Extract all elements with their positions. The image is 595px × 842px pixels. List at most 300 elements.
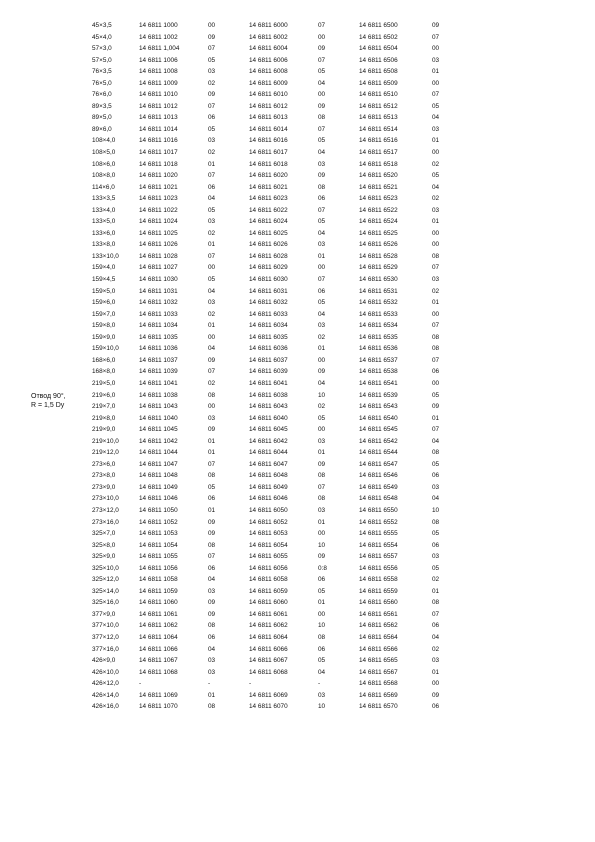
cell-code-2: 14 6811 6053: [249, 530, 288, 538]
cell-code-1: 14 6811 1014: [139, 125, 178, 133]
cell-size: 325×8,0: [92, 541, 116, 549]
cell-check-1: 04: [208, 345, 216, 353]
cell-code-1: 14 6811 1016: [139, 137, 178, 145]
cell-code-2: 14 6811 6062: [249, 622, 288, 630]
cell-code-1: 14 6811 1046: [139, 495, 178, 503]
cell-size: 133×8,0: [92, 241, 116, 249]
cell-code-2: 14 6811 6026: [249, 241, 288, 249]
cell-code-1: 14 6811 1024: [139, 218, 178, 226]
cell-code-3: 14 6811 6530: [359, 276, 398, 284]
cell-code-3: 14 6811 6543: [359, 403, 398, 411]
cell-code-2: 14 6811 6042: [249, 437, 288, 445]
cell-check-1: 02: [208, 79, 216, 87]
cell-check-1: 03: [208, 668, 216, 676]
table-row: [0, 135, 595, 147]
cell-check-1: 09: [208, 33, 216, 41]
cell-check-1: 01: [208, 449, 216, 457]
cell-code-3: 14 6811 6557: [359, 553, 398, 561]
cell-code-3: 14 6811 6532: [359, 299, 398, 307]
table-row: [0, 112, 595, 124]
cell-check-2: 05: [318, 299, 326, 307]
cell-size: 219×5,0: [92, 379, 116, 387]
cell-check-1: 07: [208, 172, 216, 180]
cell-code-3: 14 6811 6552: [359, 518, 398, 526]
cell-check-3: 08: [432, 518, 440, 526]
cell-check-1: 04: [208, 195, 216, 203]
cell-check-3: 07: [432, 264, 440, 272]
table-row: [0, 170, 595, 182]
cell-code-1: 14 6811 1037: [139, 356, 178, 364]
cell-code-3: 14 6811 6526: [359, 241, 398, 249]
cell-code-3: 14 6811 6545: [359, 426, 398, 434]
cell-check-1: 07: [208, 45, 216, 53]
cell-size: 219×7,0: [92, 403, 116, 411]
table-row: [0, 632, 595, 644]
cell-code-3: 14 6811 6550: [359, 506, 398, 514]
cell-check-3: 04: [432, 437, 440, 445]
cell-check-2: 10: [318, 391, 326, 399]
table-row: [0, 274, 595, 286]
cell-code-3: 14 6811 6506: [359, 56, 398, 64]
cell-check-2: 00: [318, 356, 326, 364]
cell-code-2: 14 6811 6030: [249, 276, 288, 284]
cell-code-3: 14 6811 6513: [359, 114, 398, 122]
cell-check-3: 08: [432, 449, 440, 457]
cell-code-1: 14 6811 1067: [139, 657, 178, 665]
cell-code-3: 14 6811 6565: [359, 657, 398, 665]
cell-check-1: 08: [208, 541, 216, 549]
cell-check-1: 04: [208, 645, 216, 653]
cell-check-3: 05: [432, 172, 440, 180]
table-row: [0, 563, 595, 575]
cell-size: 325×16,0: [92, 599, 119, 607]
table-row: [0, 655, 595, 667]
cell-code-1: 14 6811 1047: [139, 460, 178, 468]
cell-check-3: 09: [432, 691, 440, 699]
cell-check-3: 09: [432, 22, 440, 29]
cell-code-2: 14 6811 6032: [249, 299, 288, 307]
table-row: [0, 286, 595, 298]
cell-code-3: 14 6811 6539: [359, 391, 398, 399]
cell-size: 273×6,0: [92, 460, 116, 468]
cell-check-1: 05: [208, 56, 216, 64]
cell-code-1: 14 6811 1036: [139, 345, 178, 353]
cell-check-3: 10: [432, 506, 440, 514]
cell-code-3: 14 6811 6540: [359, 414, 398, 422]
table-row: [0, 586, 595, 598]
cell-size: 219×9,0: [92, 426, 116, 434]
cell-check-2: 03: [318, 241, 326, 249]
cell-code-3: 14 6811 6528: [359, 252, 398, 260]
cell-check-1: 06: [208, 564, 216, 572]
cell-code-3: 14 6811 6556: [359, 564, 398, 572]
cell-check-1: 05: [208, 125, 216, 133]
cell-check-1: 03: [208, 414, 216, 422]
table-row: [0, 574, 595, 586]
table-row: [0, 505, 595, 517]
cell-code-2: 14 6811 6058: [249, 576, 288, 584]
cell-check-2: 00: [318, 264, 326, 272]
cell-size: 133×10,0: [92, 252, 119, 260]
cell-code-2: 14 6811 6002: [249, 33, 288, 41]
cell-code-3: 14 6811 6555: [359, 530, 398, 538]
code-table: [0, 20, 595, 713]
table-row: [0, 124, 595, 136]
cell-check-3: 02: [432, 160, 440, 168]
cell-check-3: 05: [432, 564, 440, 572]
cell-check-1: 03: [208, 68, 216, 76]
cell-code-3: 14 6811 6517: [359, 149, 398, 157]
cell-check-3: 07: [432, 33, 440, 41]
cell-code-1: 14 6811 1066: [139, 645, 178, 653]
cell-code-2: 14 6811 6012: [249, 102, 288, 110]
cell-check-1: 03: [208, 299, 216, 307]
cell-code-1: 14 6811 1050: [139, 506, 178, 514]
cell-check-3: 00: [432, 379, 440, 387]
cell-check-2: 08: [318, 114, 326, 122]
table-row: [0, 20, 595, 32]
table-row: [0, 320, 595, 332]
cell-code-3: 14 6811 6523: [359, 195, 398, 203]
cell-check-3: 01: [432, 137, 440, 145]
cell-size: 168×6,0: [92, 356, 116, 364]
cell-code-2: 14 6811 6047: [249, 460, 288, 468]
cell-size: 159×5,0: [92, 287, 116, 295]
cell-code-2: 14 6811 6059: [249, 587, 288, 595]
cell-code-3: 14 6811 6529: [359, 264, 398, 272]
table-row: [0, 55, 595, 67]
cell-check-2: 04: [318, 668, 326, 676]
cell-check-2: 09: [318, 368, 326, 376]
table-row: [0, 701, 595, 713]
cell-check-3: 03: [432, 56, 440, 64]
cell-size: 57×3,0: [92, 45, 112, 53]
cell-check-3: 08: [432, 599, 440, 607]
cell-code-2: 14 6811 6033: [249, 310, 288, 318]
cell-code-1: 14 6811 1030: [139, 276, 178, 284]
cell-check-3: 06: [432, 472, 440, 480]
cell-check-1: 00: [208, 333, 216, 341]
cell-check-2: 03: [318, 322, 326, 330]
cell-check-3: 05: [432, 102, 440, 110]
cell-code-1: 14 6811 1041: [139, 379, 178, 387]
cell-check-1: 04: [208, 576, 216, 584]
cell-code-2: 14 6811 6004: [249, 45, 288, 53]
cell-size: 76×3,5: [92, 68, 112, 76]
cell-check-1: 01: [208, 506, 216, 514]
cell-size: 108×8,0: [92, 172, 116, 180]
cell-code-3: 14 6811 6508: [359, 68, 398, 76]
cell-check-2: 03: [318, 437, 326, 445]
cell-check-2: 07: [318, 206, 326, 214]
cell-check-1: 00: [208, 403, 216, 411]
table-row: [0, 355, 595, 367]
cell-check-2: 05: [318, 414, 326, 422]
side-label-line2: R = 1,5 Dy: [31, 402, 65, 409]
table-row: [0, 413, 595, 425]
cell-check-1: 09: [208, 530, 216, 538]
cell-code-2: 14 6811 6045: [249, 426, 288, 434]
cell-code-3: 14 6811 6567: [359, 668, 398, 676]
cell-code-1: 14 6811 1012: [139, 102, 178, 110]
cell-check-1: 07: [208, 553, 216, 561]
cell-size: 219×10,0: [92, 437, 119, 445]
cell-code-3: 14 6811 6569: [359, 691, 398, 699]
cell-code-1: 14 6811 1023: [139, 195, 178, 203]
cell-code-2: 14 6811 6052: [249, 518, 288, 526]
cell-check-3: 00: [432, 241, 440, 249]
table-row: [0, 436, 595, 448]
cell-code-1: 14 6811 1053: [139, 530, 178, 538]
table-row: [0, 644, 595, 656]
cell-code-1: 14 6811 1048: [139, 472, 178, 480]
table-row: [0, 667, 595, 679]
cell-code-3: 14 6811 6538: [359, 368, 398, 376]
cell-code-1: 14 6811 1006: [139, 56, 178, 64]
cell-check-2: 04: [318, 310, 326, 318]
cell-code-3: 14 6811 6524: [359, 218, 398, 226]
cell-code-3: 14 6811 6548: [359, 495, 398, 503]
cell-code-3: 14 6811 6521: [359, 183, 398, 191]
cell-check-2: 04: [318, 379, 326, 387]
cell-code-2: 14 6811 6069: [249, 691, 288, 699]
cell-size: 325×10,0: [92, 564, 119, 572]
cell-check-1: 03: [208, 218, 216, 226]
cell-check-1: 02: [208, 149, 216, 157]
cell-code-1: 14 6811 1022: [139, 206, 178, 214]
table-row: [0, 609, 595, 621]
cell-code-2: 14 6811 6034: [249, 322, 288, 330]
cell-check-3: 00: [432, 149, 440, 157]
table-row: [0, 251, 595, 263]
cell-code-3: 14 6811 6509: [359, 79, 398, 87]
cell-check-3: 03: [432, 553, 440, 561]
cell-code-3: 14 6811 6546: [359, 472, 398, 480]
cell-check-1: 08: [208, 622, 216, 630]
cell-code-2: 14 6811 6025: [249, 229, 288, 237]
cell-size: 108×5,0: [92, 149, 116, 157]
cell-size: 108×4,0: [92, 137, 116, 145]
cell-check-1: 05: [208, 483, 216, 491]
cell-size: 108×6,0: [92, 160, 116, 168]
table-row: [0, 482, 595, 494]
cell-code-1: 14 6811 1064: [139, 633, 178, 641]
table-row: [0, 101, 595, 113]
cell-code-1: 14 6811 1062: [139, 622, 178, 630]
cell-code-1: 14 6811 1039: [139, 368, 178, 376]
cell-code-1: 14 6811 1002: [139, 33, 178, 41]
table-row: [0, 390, 595, 402]
cell-check-2: 06: [318, 195, 326, 203]
cell-code-1: 14 6811 1049: [139, 483, 178, 491]
cell-code-3: 14 6811 6547: [359, 460, 398, 468]
cell-code-3: 14 6811 6504: [359, 45, 398, 53]
cell-code-3: 14 6811 6564: [359, 633, 398, 641]
cell-check-2: 05: [318, 68, 326, 76]
cell-check-2: 07: [318, 483, 326, 491]
cell-size: 114×6,0: [92, 183, 115, 191]
cell-code-1: 14 6811 1068: [139, 668, 178, 676]
table-row: [0, 470, 595, 482]
table-row: [0, 528, 595, 540]
cell-size: 273×8,0: [92, 472, 116, 480]
cell-check-1: 03: [208, 657, 216, 665]
cell-check-3: 06: [432, 703, 440, 711]
cell-code-2: 14 6811 6006: [249, 56, 288, 64]
cell-check-2: 03: [318, 506, 326, 514]
cell-size: 325×9,0: [92, 553, 116, 561]
cell-check-2: 07: [318, 125, 326, 133]
cell-check-3: 00: [432, 45, 440, 53]
cell-check-1: 01: [208, 691, 216, 699]
cell-check-1: 03: [208, 137, 216, 145]
cell-code-1: 14 6811 1026: [139, 241, 178, 249]
table-row: [0, 182, 595, 194]
cell-check-3: 07: [432, 91, 440, 99]
cell-code-3: 14 6811 6522: [359, 206, 398, 214]
cell-size: 219×8,0: [92, 414, 116, 422]
cell-check-2: 08: [318, 472, 326, 480]
cell-code-1: 14 6811 1021: [139, 183, 178, 191]
cell-check-2: 00: [318, 33, 326, 41]
cell-check-1: 09: [208, 426, 216, 434]
cell-code-1: 14 6811 1010: [139, 91, 178, 99]
cell-code-2: 14 6811 6038: [249, 391, 288, 399]
cell-size: 273×12,0: [92, 506, 119, 514]
cell-code-2: 14 6811 6035: [249, 333, 288, 341]
cell-check-1: 09: [208, 599, 216, 607]
cell-code-2: 14 6811 6050: [249, 506, 288, 514]
cell-size: 219×12,0: [92, 449, 119, 457]
cell-code-2: 14 6811 6029: [249, 264, 288, 272]
table-row: [0, 459, 595, 471]
cell-check-3: 06: [432, 622, 440, 630]
cell-code-2: 14 6811 6000: [249, 22, 288, 29]
cell-code-2: 14 6811 6037: [249, 356, 288, 364]
cell-check-3: 01: [432, 68, 440, 76]
cell-code-2: 14 6811 6060: [249, 599, 288, 607]
cell-check-3: 00: [432, 229, 440, 237]
cell-size: 57×5,0: [92, 56, 112, 64]
cell-code-2: 14 6811 6068: [249, 668, 288, 676]
cell-check-1: 07: [208, 102, 216, 110]
table-row: [0, 517, 595, 529]
cell-check-3: 06: [432, 541, 440, 549]
cell-check-2: 04: [318, 149, 326, 157]
cell-check-3: 03: [432, 276, 440, 284]
cell-code-1: 14 6811 1013: [139, 114, 178, 122]
cell-check-1: 09: [208, 610, 216, 618]
cell-check-3: 00: [432, 310, 440, 318]
cell-check-3: 01: [432, 587, 440, 595]
cell-code-2: 14 6811 6018: [249, 160, 288, 168]
table-row: [0, 309, 595, 321]
cell-code-2: 14 6811 6067: [249, 657, 288, 665]
cell-code-2: 14 6811 6031: [249, 287, 288, 295]
cell-code-1: 14 6811 1058: [139, 576, 178, 584]
cell-size: 426×10,0: [92, 668, 119, 676]
cell-check-3: 02: [432, 645, 440, 653]
cell-check-2: 09: [318, 460, 326, 468]
cell-code-2: 14 6811 6008: [249, 68, 288, 76]
table-row: [0, 424, 595, 436]
cell-code-2: 14 6811 6023: [249, 195, 288, 203]
cell-check-1: 06: [208, 114, 216, 122]
cell-code-1: 14 6811 1060: [139, 599, 178, 607]
cell-check-2: 06: [318, 645, 326, 653]
cell-check-1: 01: [208, 437, 216, 445]
cell-check-3: 05: [432, 391, 440, 399]
cell-check-1: 02: [208, 310, 216, 318]
table-row: [0, 678, 595, 690]
cell-code-3: 14 6811 6520: [359, 172, 398, 180]
cell-code-2: 14 6811 6070: [249, 703, 288, 711]
cell-check-2: 08: [318, 183, 326, 191]
cell-code-2: 14 6811 6043: [249, 403, 288, 411]
cell-code-2: 14 6811 6056: [249, 564, 288, 572]
cell-code-3: 14 6811 6570: [359, 703, 398, 711]
table-row: [0, 297, 595, 309]
cell-check-2: 10: [318, 703, 326, 711]
cell-code-1: 14 6811 1008: [139, 68, 178, 76]
cell-size: 426×14,0: [92, 691, 119, 699]
cell-check-1: -: [208, 680, 211, 688]
cell-check-3: 09: [432, 403, 440, 411]
cell-code-1: 14 6811 1059: [139, 587, 178, 595]
cell-check-2: 07: [318, 22, 326, 29]
table-row: [0, 332, 595, 344]
cell-check-2: 0:8: [318, 564, 327, 572]
cell-check-1: 01: [208, 322, 216, 330]
cell-code-1: 14 6811 1056: [139, 564, 178, 572]
cell-code-3: 14 6811 6560: [359, 599, 398, 607]
cell-check-2: 10: [318, 541, 326, 549]
cell-size: 273×9,0: [92, 483, 116, 491]
cell-check-3: 02: [432, 287, 440, 295]
cell-code-2: 14 6811 6054: [249, 541, 288, 549]
cell-code-2: 14 6811 6024: [249, 218, 288, 226]
cell-code-3: 14 6811 6568: [359, 680, 398, 688]
cell-code-2: 14 6811 6021: [249, 183, 288, 191]
cell-check-2: 05: [318, 657, 326, 665]
cell-check-1: 05: [208, 206, 216, 214]
cell-check-3: 01: [432, 414, 440, 422]
cell-code-3: 14 6811 6531: [359, 287, 398, 295]
cell-size: 89×6,0: [92, 125, 112, 133]
cell-code-3: 14 6811 6514: [359, 125, 398, 133]
cell-size: 45×3,5: [92, 22, 112, 29]
cell-check-2: 10: [318, 622, 326, 630]
table-row: [0, 597, 595, 609]
cell-check-1: 09: [208, 518, 216, 526]
cell-code-2: 14 6811 6017: [249, 149, 288, 157]
cell-check-1: 08: [208, 472, 216, 480]
cell-check-2: 00: [318, 530, 326, 538]
cell-code-3: 14 6811 6561: [359, 610, 398, 618]
cell-check-3: 05: [432, 530, 440, 538]
cell-check-1: 08: [208, 391, 216, 399]
cell-code-1: 14 6811 1052: [139, 518, 178, 526]
cell-check-2: 08: [318, 495, 326, 503]
cell-code-2: 14 6811 6040: [249, 414, 288, 422]
cell-check-3: 03: [432, 657, 440, 665]
cell-code-3: 14 6811 6516: [359, 137, 398, 145]
table-row: [0, 620, 595, 632]
cell-size: 159×4,0: [92, 264, 116, 272]
cell-code-2: 14 6811 6009: [249, 79, 288, 87]
cell-code-1: -: [139, 680, 142, 688]
cell-code-1: 14 6811 1000: [139, 22, 178, 29]
